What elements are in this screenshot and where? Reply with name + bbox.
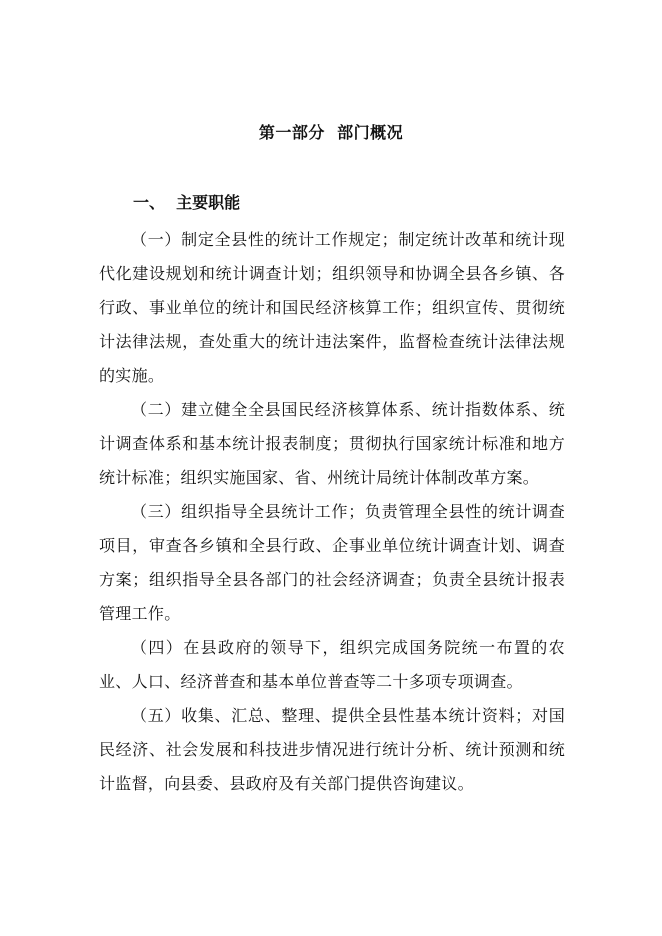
section-heading: 一、 主要职能 <box>133 193 241 212</box>
paragraph-4: （四）在县政府的领导下，组织完成国务院统一布置的农业、人口、经济普查和基本单位普查等二十多项专项调查。 <box>99 638 565 691</box>
body-text <box>99 223 565 801</box>
paragraph-3: （三）组织指导全县统计工作；负责管理全县性的统计调查项目，审查各乡镇和全县行政、企事业单位统计调查计划、调查方案；组织指导全县各部门的社会经济调查；负责全县统计报表管理工作。 <box>99 502 565 623</box>
paragraph-1: （一）制定全县性的统计工作规定；制定统计改革和统计现代化建设规划和统计调查计划；组织领导和协调全县各乡镇、各行政、事业单位的统计和国民经济核算工作；组织宣传、贯彻统计法律法规，查处重大的统计违法案件，监督检查统计法律法规的实施。 <box>99 230 565 385</box>
paragraph-2: （二）建立健全全县国民经济核算体系、统计指数体系、统计调查体系和基本统计报表制度；贯彻执行国家统计标准和地方统计标准；组织实施国家、省、州统计局统计体制改革方案。 <box>99 400 565 487</box>
paragraph-5: （五）收集、汇总、整理、提供全县性基本统计资料；对国民经济、社会发展和科技进步情况进行统计分析、统计预测和统计监督，向县委、县政府及有关部门提供咨询建议。 <box>99 706 565 793</box>
page-title: 第一部分 部门概况 <box>258 123 404 142</box>
